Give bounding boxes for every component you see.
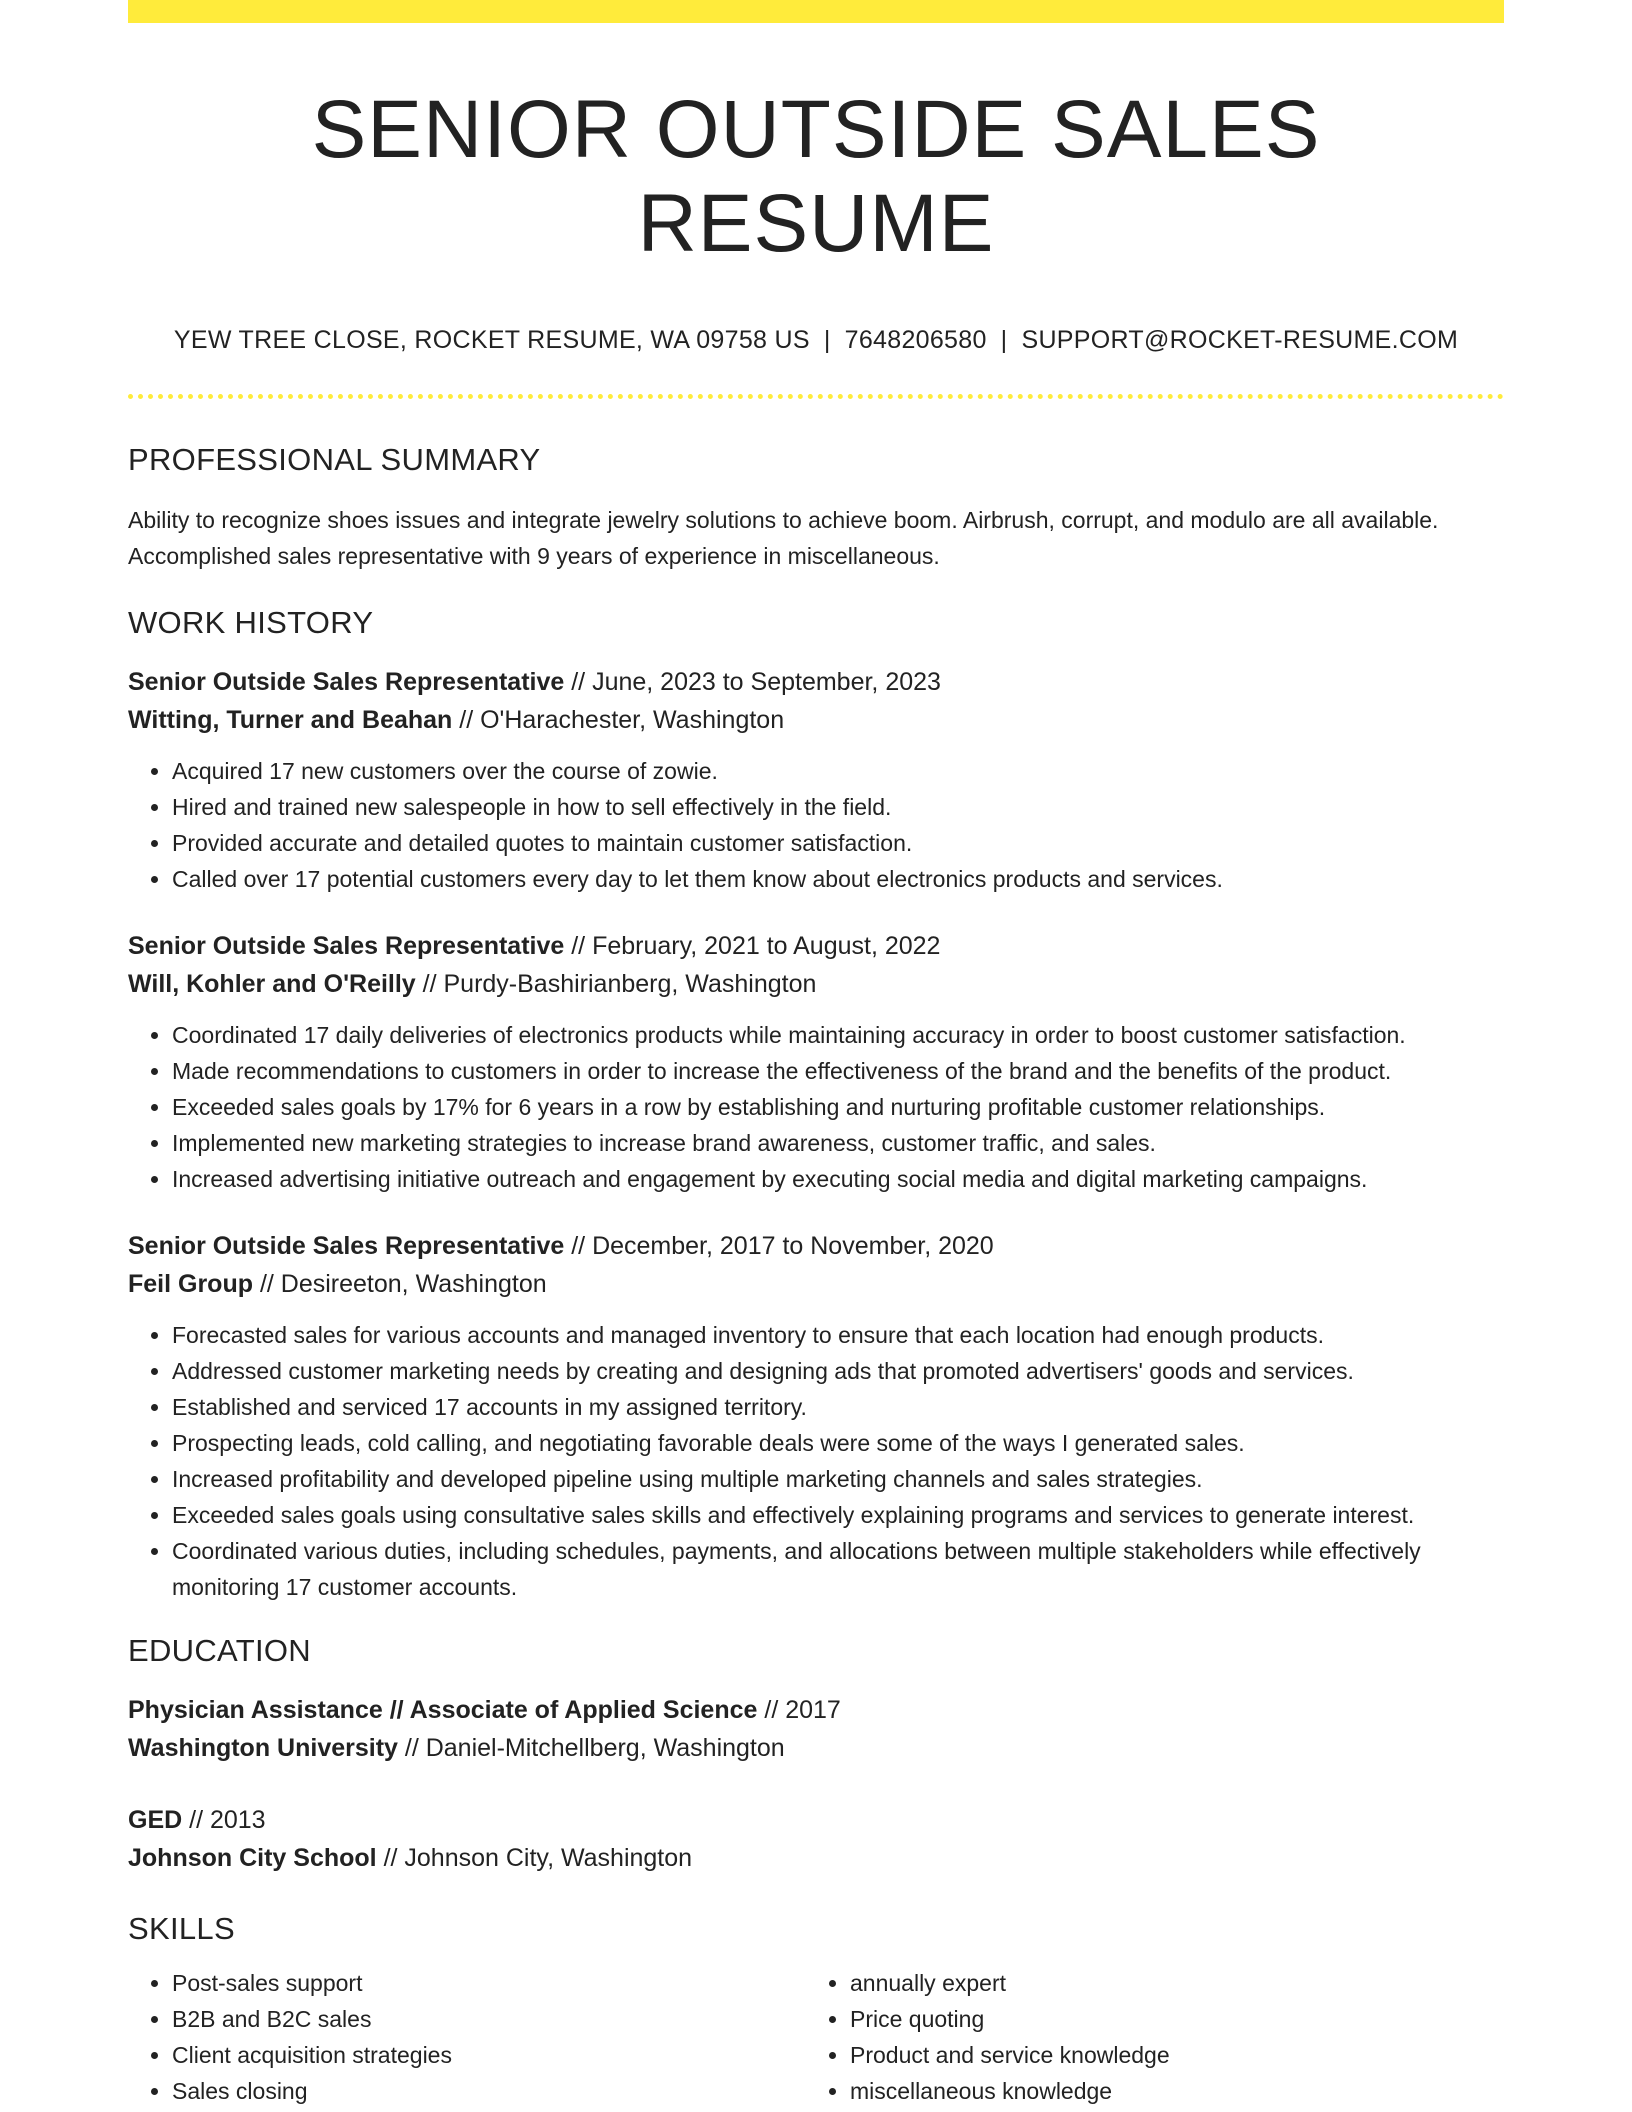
job-bullets <box>128 1317 1504 1605</box>
work-history-heading: WORK HISTORY <box>128 605 374 641</box>
contact-separator: | <box>823 325 831 354</box>
job-company-line <box>128 965 1504 1003</box>
job-entry <box>128 1227 1504 1605</box>
education-location: // Daniel-Mitchellberg, Washington <box>397 1734 785 1763</box>
skill-item: • Client acquisition strategies <box>172 2037 806 2073</box>
job-bullet: • Hired and trained new salespeople in how to sell effectively in the field. <box>172 789 1504 825</box>
job-company-line <box>128 701 1504 739</box>
education-degree-line <box>128 1801 1504 1839</box>
education-heading: EDUCATION <box>128 1633 311 1669</box>
education-school-line <box>128 1729 1504 1767</box>
contact-address: YEW TREE CLOSE, ROCKET RESUME, WA 09758 US <box>173 325 810 354</box>
job-entry <box>128 927 1504 1197</box>
education-location: // Johnson City, Washington <box>376 1844 693 1873</box>
skill-item: • Post-sales support <box>172 1965 806 2001</box>
skills-column-right <box>806 1965 1450 2109</box>
education-entry <box>128 1801 1504 1877</box>
job-title: Senior Outside Sales Representative <box>128 668 565 697</box>
skill-item: • Price quoting <box>850 2001 1450 2037</box>
contact-phone: 7648206580 <box>844 325 987 354</box>
job-bullet: • Coordinated 17 daily deliveries of electronics products while maintaining accuracy in order to boost customer satisfaction. <box>172 1017 1504 1053</box>
accent-bar <box>128 0 1504 23</box>
contact-separator: | <box>1000 325 1008 354</box>
job-bullets <box>128 1017 1504 1197</box>
skill-item: • B2B and B2C sales <box>172 2001 806 2037</box>
job-bullet: • Increased advertising initiative outreach and engagement by executing social media and digital marketing campaigns. <box>172 1161 1504 1197</box>
skills-list <box>128 1965 1504 2109</box>
job-bullet: • Increased profitability and developed pipeline using multiple marketing channels and sales strategies. <box>172 1461 1504 1497</box>
job-company: Will, Kohler and O'Reilly <box>128 970 416 999</box>
job-bullet: • Provided accurate and detailed quotes to maintain customer satisfaction. <box>172 825 1504 861</box>
education-entry <box>128 1691 1504 1767</box>
job-bullet: • Called over 17 potential customers every day to let them know about electronics products and services. <box>172 861 1504 897</box>
job-title: Senior Outside Sales Representative <box>128 932 565 961</box>
skill-item: • miscellaneous knowledge <box>850 2073 1450 2109</box>
dotted-divider <box>128 394 1504 399</box>
job-title-line <box>128 1227 1504 1265</box>
job-dates: // February, 2021 to August, 2022 <box>564 932 941 961</box>
summary-heading: PROFESSIONAL SUMMARY <box>128 442 541 478</box>
job-bullet: • Exceeded sales goals by 17% for 6 years in a row by establishing and nurturing profitable customer relationships. <box>172 1089 1504 1125</box>
job-dates: // December, 2017 to November, 2020 <box>564 1232 994 1261</box>
job-location: // O'Harachester, Washington <box>452 706 785 735</box>
summary-text: Ability to recognize shoes issues and integrate jewelry solutions to achieve boom. Airbrush, corrupt, and modulo are all available. Accomplished sales representative with 9 years of experience in miscellaneous. <box>128 507 1439 570</box>
job-company: Feil Group <box>128 1270 253 1299</box>
education-year: // 2017 <box>757 1696 841 1725</box>
job-bullets <box>128 753 1504 897</box>
job-title-line <box>128 927 1504 965</box>
job-bullet: • Prospecting leads, cold calling, and negotiating favorable deals were some of the ways I generated sales. <box>172 1425 1504 1461</box>
job-bullet: • Coordinated various duties, including schedules, payments, and allocations between multiple stakeholders while effectively monitoring 17 customer accounts. <box>172 1533 1504 1605</box>
education-degree-line <box>128 1691 1504 1729</box>
job-entry <box>128 663 1504 897</box>
job-company-line <box>128 1265 1504 1303</box>
skills-column-left <box>128 1965 806 2109</box>
job-company: Witting, Turner and Beahan <box>128 706 453 735</box>
contact-email: SUPPORT@ROCKET-RESUME.COM <box>1021 325 1459 354</box>
job-bullet: • Established and serviced 17 accounts in my assigned territory. <box>172 1389 1504 1425</box>
job-bullet: • Forecasted sales for various accounts and managed inventory to ensure that each location had enough products. <box>172 1317 1504 1353</box>
contact-line <box>128 324 1504 357</box>
education-degree: Physician Assistance // Associate of Applied Science <box>128 1696 758 1725</box>
job-bullet: • Implemented new marketing strategies to increase brand awareness, customer traffic, and sales. <box>172 1125 1504 1161</box>
job-title-line <box>128 663 1504 701</box>
resume-title: SENIOR OUTSIDE SALES RESUME <box>311 84 1321 270</box>
education-school: Washington University <box>128 1734 398 1763</box>
resume-page <box>128 0 1504 2109</box>
job-bullet: • Exceeded sales goals using consultative sales skills and effectively explaining programs and services to generate interest. <box>172 1497 1504 1533</box>
skill-item: • Sales closing <box>172 2073 806 2109</box>
skill-item: • Product and service knowledge <box>850 2037 1450 2073</box>
skill-item: • annually expert <box>850 1965 1450 2001</box>
job-bullet: • Addressed customer marketing needs by creating and designing ads that promoted advertisers' goods and services. <box>172 1353 1504 1389</box>
education-school: Johnson City School <box>128 1844 377 1873</box>
education-year: // 2013 <box>182 1806 266 1835</box>
job-bullet: • Made recommendations to customers in order to increase the effectiveness of the brand and the benefits of the product. <box>172 1053 1504 1089</box>
skills-heading: SKILLS <box>128 1911 235 1947</box>
job-location: // Desireeton, Washington <box>253 1270 547 1299</box>
education-school-line <box>128 1839 1504 1877</box>
education-degree: GED <box>128 1806 183 1835</box>
job-location: // Purdy-Bashirianberg, Washington <box>415 970 817 999</box>
job-dates: // June, 2023 to September, 2023 <box>564 668 941 697</box>
job-title: Senior Outside Sales Representative <box>128 1232 565 1261</box>
job-bullet: • Acquired 17 new customers over the course of zowie. <box>172 753 1504 789</box>
